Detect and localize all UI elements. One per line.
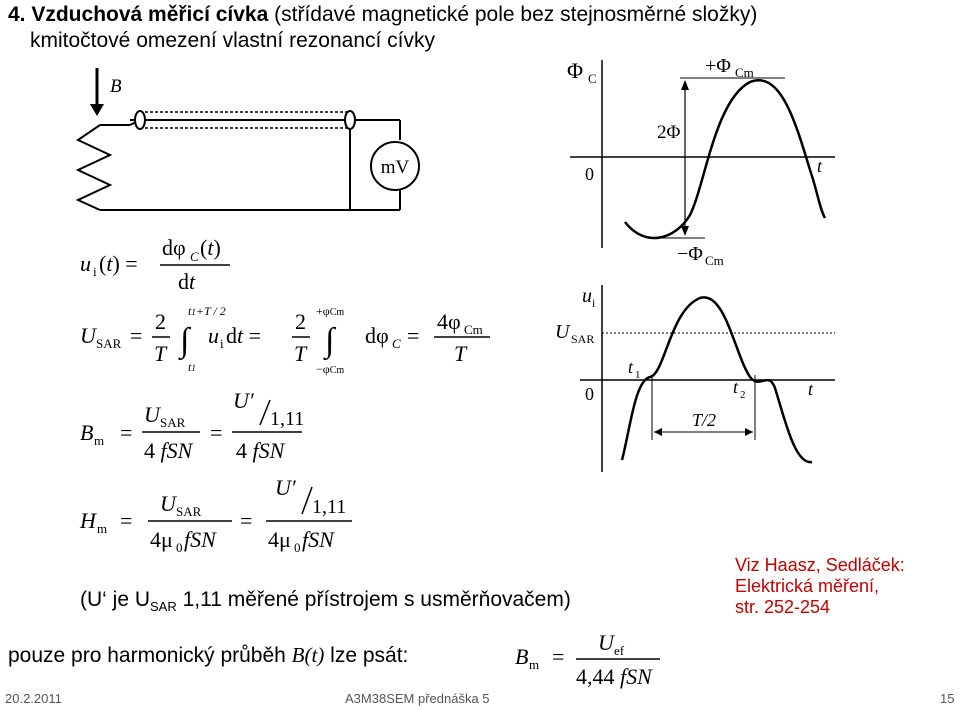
svg-text:m: m	[97, 521, 108, 536]
svg-text:fSN: fSN	[184, 527, 216, 552]
flux-curve	[625, 80, 825, 238]
half-period-label: T/2	[692, 410, 717, 430]
svg-text:1: 1	[635, 369, 641, 381]
flux-span-label: 2Φ	[657, 122, 681, 143]
svg-text:C: C	[190, 249, 199, 264]
svg-text:T: T	[454, 341, 467, 366]
voltage-axis-label: u	[582, 285, 592, 307]
t2-label: t	[733, 377, 739, 397]
flux-min-label: −Φ	[677, 243, 703, 265]
svg-text:0: 0	[294, 540, 301, 555]
svg-text:4 fSN: 4 fSN	[236, 438, 285, 463]
svg-text:B: B	[515, 644, 529, 669]
svg-text:m: m	[94, 433, 105, 448]
svg-text:t: t	[808, 379, 814, 399]
field-label: B	[110, 76, 122, 97]
svg-text:2: 2	[295, 309, 306, 334]
voltage-waveform-graph	[550, 280, 850, 480]
svg-text:SAR: SAR	[160, 415, 186, 430]
svg-text:=: =	[120, 508, 133, 533]
svg-text:SAR: SAR	[96, 336, 122, 351]
svg-text:Cm: Cm	[464, 322, 483, 337]
svg-text:u: u	[208, 323, 219, 348]
coil-circuit-diagram	[70, 60, 430, 220]
svg-text:m: m	[529, 657, 540, 672]
formula-hm	[79, 475, 352, 555]
formula-block	[70, 225, 520, 580]
svg-text:(t): (t)	[200, 235, 221, 260]
svg-text:dφ: dφ	[365, 323, 389, 348]
svg-text:t1+T / 2: t1+T / 2	[188, 304, 226, 318]
svg-text:i: i	[93, 264, 97, 279]
svg-text:SAR: SAR	[571, 332, 595, 346]
svg-text:=: =	[120, 420, 133, 445]
svg-text:fSN: fSN	[302, 527, 334, 552]
svg-text:B: B	[80, 420, 94, 445]
svg-text:4 fSN: 4 fSN	[144, 438, 193, 463]
field-arrow-head	[90, 104, 104, 116]
usar-label: U	[555, 321, 570, 343]
svg-text:2: 2	[740, 389, 746, 401]
svg-text:4,44 fSN: 4,44 fSN	[576, 664, 652, 689]
svg-text:1,11: 1,11	[270, 408, 305, 430]
footer-date: 20.2.2011	[5, 691, 62, 706]
harmonic-note: pouze pro harmonický průběh B(t) lze psát:	[8, 643, 409, 667]
svg-text:U: U	[160, 491, 176, 516]
svg-text:i: i	[592, 296, 596, 310]
reference-note: Viz Haasz, Sedláček: Elektrická měření, str. 252-254	[735, 555, 905, 617]
formula-bm-harmonic	[510, 628, 690, 690]
svg-text:=: =	[407, 323, 420, 348]
svg-text:U′: U′	[233, 388, 254, 413]
svg-text:∫: ∫	[180, 322, 190, 359]
svg-text:(t) =: (t) =	[99, 251, 138, 276]
slide-subtitle: kmitočtové omezení vlastní rezonancí cívky	[30, 29, 435, 52]
svg-text:T: T	[294, 341, 307, 366]
svg-text:=: =	[240, 508, 253, 533]
svg-text:0: 0	[585, 384, 594, 404]
flux-axis-label: Φ	[567, 58, 584, 83]
slide-title: 4. Vzduchová měřicí cívka (střídavé magnetické pole bez stejnosměrné složky)	[8, 3, 758, 26]
formula-bm	[80, 388, 304, 463]
svg-text:H: H	[80, 508, 96, 533]
svg-text:SAR: SAR	[176, 504, 202, 519]
svg-text:dφ: dφ	[162, 235, 186, 260]
svg-text:ef: ef	[614, 643, 625, 658]
svg-text:U: U	[80, 323, 96, 348]
svg-text:2: 2	[155, 309, 166, 334]
usar-note: (U‘ je $U_{SAR}$ 1,11 měřené přístrojem s usměrňovačem)	[80, 588, 571, 615]
t1-label: t	[628, 357, 634, 377]
svg-text:C: C	[588, 71, 597, 86]
svg-text:t1: t1	[188, 360, 196, 374]
svg-text:t: t	[817, 156, 823, 176]
svg-text:0: 0	[176, 540, 183, 555]
svg-text:0: 0	[585, 164, 594, 184]
svg-text:dt: dt	[178, 269, 196, 294]
svg-text:∫: ∫	[325, 322, 335, 359]
coil-winding	[78, 125, 110, 210]
svg-text:+φCm: +φCm	[316, 304, 345, 318]
svg-text:i: i	[220, 336, 224, 351]
svg-text:4φ: 4φ	[437, 309, 461, 334]
svg-text:u: u	[80, 251, 91, 276]
svg-text:Cm: Cm	[735, 65, 754, 80]
formula-induced-voltage	[80, 235, 230, 294]
svg-text:=: =	[552, 644, 565, 669]
svg-text:dt =: dt =	[226, 323, 262, 348]
footer-course: A3M38SEM přednáška 5	[345, 691, 490, 706]
svg-text:T: T	[154, 341, 167, 366]
svg-text:1,11: 1,11	[312, 496, 347, 518]
flux-max-label: +Φ	[705, 55, 731, 77]
svg-text:4μ: 4μ	[150, 527, 173, 552]
flux-waveform-graph	[555, 50, 845, 275]
svg-text:U′: U′	[275, 475, 296, 500]
svg-text:=: =	[130, 323, 143, 348]
footer-page-number: 15	[940, 691, 955, 706]
svg-text:=: =	[210, 420, 223, 445]
svg-text:Cm: Cm	[705, 253, 724, 268]
svg-text:U: U	[598, 630, 614, 655]
svg-text:4μ: 4μ	[268, 527, 291, 552]
svg-text:U: U	[144, 402, 160, 427]
formula-usar	[80, 304, 490, 376]
svg-text:−φCm: −φCm	[316, 362, 345, 376]
meter-label: mV	[380, 157, 410, 178]
svg-text:C: C	[392, 336, 401, 351]
